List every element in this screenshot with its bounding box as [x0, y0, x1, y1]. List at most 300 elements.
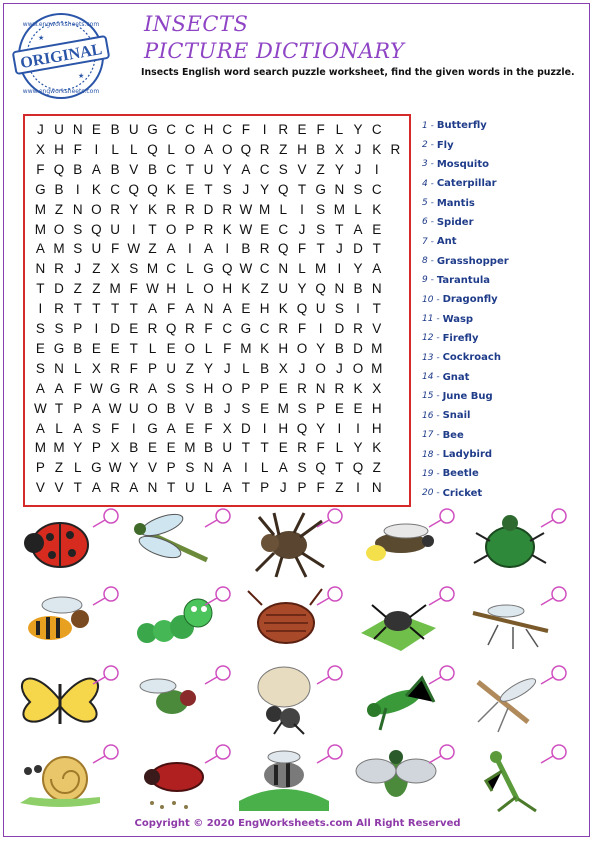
- grid-letter[interactable]: S: [278, 161, 288, 177]
- grid-letter[interactable]: E: [91, 340, 101, 356]
- grid-letter[interactable]: N: [54, 360, 64, 376]
- grid-letter[interactable]: H: [297, 141, 307, 157]
- grid-letter[interactable]: T: [129, 301, 138, 317]
- grid-letter[interactable]: I: [374, 161, 379, 177]
- grid-letter[interactable]: L: [279, 201, 288, 217]
- grid-letter[interactable]: M: [315, 261, 327, 277]
- grid-letter[interactable]: J: [74, 261, 82, 277]
- grid-letter[interactable]: K: [278, 301, 288, 317]
- grid-letter[interactable]: C: [222, 122, 233, 137]
- grid-letter[interactable]: X: [222, 420, 232, 436]
- grid-letter[interactable]: Q: [315, 281, 326, 297]
- grid-letter[interactable]: R: [110, 360, 120, 376]
- grid-letter[interactable]: F: [129, 281, 138, 297]
- grid-letter[interactable]: S: [316, 201, 326, 217]
- grid-letter[interactable]: O: [221, 141, 233, 157]
- grid-letter[interactable]: Z: [148, 241, 157, 257]
- grid-letter[interactable]: T: [73, 301, 82, 317]
- grid-letter[interactable]: G: [147, 122, 158, 137]
- grid-letter[interactable]: Q: [221, 261, 233, 277]
- grid-letter[interactable]: Y: [222, 161, 232, 177]
- grid-letter[interactable]: V: [129, 161, 139, 177]
- grid-letter[interactable]: Q: [91, 221, 102, 237]
- grid-letter[interactable]: O: [352, 360, 364, 376]
- grid-letter[interactable]: K: [372, 201, 382, 217]
- grid-letter[interactable]: P: [73, 321, 83, 336]
- grid-letter[interactable]: I: [94, 321, 99, 336]
- grid-letter[interactable]: A: [204, 241, 214, 257]
- grid-letter[interactable]: A: [353, 221, 363, 237]
- grid-letter[interactable]: T: [73, 480, 82, 496]
- grid-letter[interactable]: J: [354, 161, 362, 177]
- grid-letter[interactable]: Y: [129, 460, 139, 476]
- grid-letter[interactable]: P: [73, 400, 83, 416]
- grid-letter[interactable]: U: [54, 122, 64, 137]
- grid-letter[interactable]: T: [297, 181, 307, 197]
- grid-letter[interactable]: E: [185, 181, 195, 197]
- grid-letter[interactable]: F: [129, 360, 138, 376]
- grid-letter[interactable]: N: [72, 122, 83, 137]
- grid-letter[interactable]: R: [390, 141, 401, 157]
- grid-letter[interactable]: T: [372, 301, 381, 317]
- grid-letter[interactable]: N: [371, 480, 382, 496]
- grid-letter[interactable]: T: [372, 241, 381, 257]
- grid-letter[interactable]: R: [259, 141, 270, 157]
- grid-letter[interactable]: M: [34, 201, 46, 217]
- grid-letter[interactable]: T: [260, 440, 269, 456]
- grid-letter[interactable]: F: [204, 420, 213, 436]
- grid-letter[interactable]: T: [204, 181, 213, 197]
- grid-letter[interactable]: C: [259, 321, 270, 336]
- grid-letter[interactable]: A: [91, 161, 101, 177]
- grid-letter[interactable]: S: [73, 241, 83, 257]
- grid-letter[interactable]: Q: [128, 181, 140, 197]
- grid-letter[interactable]: U: [315, 301, 326, 317]
- grid-letter[interactable]: W: [108, 400, 122, 416]
- grid-letter[interactable]: A: [147, 301, 157, 317]
- grid-letter[interactable]: M: [240, 340, 252, 356]
- grid-letter[interactable]: A: [35, 420, 45, 436]
- grid-letter[interactable]: H: [222, 281, 233, 297]
- grid-letter[interactable]: I: [356, 480, 360, 496]
- grid-letter[interactable]: N: [278, 261, 289, 277]
- grid-letter[interactable]: R: [110, 480, 120, 496]
- grid-letter[interactable]: R: [54, 301, 64, 317]
- grid-letter[interactable]: O: [315, 360, 326, 376]
- grid-letter[interactable]: T: [185, 161, 194, 177]
- grid-letter[interactable]: R: [203, 221, 214, 237]
- grid-letter[interactable]: B: [204, 440, 214, 456]
- grid-letter[interactable]: A: [222, 301, 232, 317]
- grid-letter[interactable]: B: [110, 122, 120, 137]
- grid-letter[interactable]: M: [258, 201, 271, 217]
- grid-letter[interactable]: F: [204, 321, 213, 336]
- grid-letter[interactable]: B: [54, 181, 64, 197]
- grid-letter[interactable]: F: [316, 480, 325, 496]
- grid-letter[interactable]: M: [53, 241, 65, 257]
- grid-letter[interactable]: S: [241, 400, 251, 416]
- grid-letter[interactable]: L: [260, 460, 269, 476]
- grid-letter[interactable]: P: [241, 380, 251, 396]
- grid-letter[interactable]: J: [298, 360, 306, 376]
- grid-letter[interactable]: I: [337, 261, 342, 277]
- grid-letter[interactable]: B: [73, 161, 83, 177]
- grid-letter[interactable]: Q: [296, 420, 308, 436]
- grid-letter[interactable]: L: [335, 440, 344, 456]
- grid-letter[interactable]: O: [184, 340, 196, 356]
- grid-letter[interactable]: K: [222, 221, 232, 237]
- grid-letter[interactable]: H: [54, 141, 64, 157]
- grid-letter[interactable]: R: [334, 380, 345, 396]
- grid-letter[interactable]: Z: [185, 360, 194, 376]
- grid-letter[interactable]: A: [35, 380, 45, 396]
- grid-letter[interactable]: Q: [278, 241, 289, 257]
- grid-letter[interactable]: M: [34, 440, 46, 456]
- grid-letter[interactable]: Q: [147, 141, 158, 157]
- grid-letter[interactable]: T: [335, 460, 344, 476]
- grid-letter[interactable]: N: [371, 281, 382, 297]
- grid-letter[interactable]: H: [371, 400, 382, 416]
- grid-letter[interactable]: G: [109, 380, 121, 396]
- grid-letter[interactable]: Y: [334, 161, 344, 177]
- grid-letter[interactable]: B: [260, 360, 270, 376]
- grid-letter[interactable]: W: [90, 380, 103, 396]
- grid-letter[interactable]: Y: [316, 340, 326, 356]
- grid-letter[interactable]: P: [35, 460, 45, 476]
- grid-letter[interactable]: I: [131, 420, 136, 436]
- grid-letter[interactable]: Z: [260, 281, 269, 297]
- grid-letter[interactable]: X: [35, 141, 45, 157]
- grid-letter[interactable]: B: [129, 440, 139, 456]
- grid-letter[interactable]: J: [335, 360, 343, 376]
- grid-letter[interactable]: U: [166, 360, 177, 376]
- grid-letter[interactable]: L: [186, 261, 194, 277]
- grid-letter[interactable]: C: [371, 181, 382, 197]
- grid-letter[interactable]: T: [316, 241, 325, 257]
- grid-letter[interactable]: C: [166, 122, 177, 137]
- grid-letter[interactable]: I: [356, 301, 360, 317]
- grid-letter[interactable]: U: [110, 221, 120, 237]
- grid-letter[interactable]: U: [128, 400, 139, 416]
- grid-letter[interactable]: F: [297, 241, 307, 257]
- grid-letter[interactable]: C: [259, 261, 270, 277]
- grid-letter[interactable]: M: [277, 400, 289, 416]
- grid-letter[interactable]: F: [110, 241, 120, 257]
- grid-letter[interactable]: Z: [335, 480, 344, 496]
- grid-letter[interactable]: H: [203, 122, 214, 137]
- grid-letter[interactable]: X: [110, 261, 120, 277]
- grid-letter[interactable]: M: [184, 440, 196, 456]
- grid-letter[interactable]: J: [36, 122, 44, 137]
- grid-letter[interactable]: A: [73, 420, 83, 436]
- grid-letter[interactable]: E: [35, 340, 45, 356]
- grid-letter[interactable]: G: [35, 181, 46, 197]
- grid-letter[interactable]: Z: [54, 460, 64, 476]
- grid-letter[interactable]: A: [222, 480, 232, 496]
- grid-letter[interactable]: S: [129, 261, 139, 277]
- grid-letter[interactable]: C: [222, 321, 233, 336]
- grid-letter[interactable]: S: [185, 380, 195, 396]
- grid-letter[interactable]: M: [109, 281, 121, 297]
- grid-letter[interactable]: E: [147, 440, 157, 456]
- grid-letter[interactable]: X: [372, 380, 382, 396]
- grid-letter[interactable]: C: [184, 122, 195, 137]
- grid-letter[interactable]: T: [335, 221, 344, 237]
- grid-letter[interactable]: R: [184, 201, 195, 217]
- grid-letter[interactable]: F: [73, 141, 82, 157]
- grid-letter[interactable]: K: [372, 141, 382, 157]
- grid-letter[interactable]: A: [372, 261, 382, 277]
- grid-letter[interactable]: Q: [165, 321, 177, 336]
- grid-letter[interactable]: B: [241, 241, 251, 257]
- grid-letter[interactable]: L: [354, 201, 362, 217]
- grid-letter[interactable]: B: [147, 161, 157, 177]
- grid-letter[interactable]: M: [371, 360, 383, 376]
- grid-letter[interactable]: I: [38, 301, 43, 317]
- grid-letter[interactable]: W: [33, 400, 47, 416]
- grid-letter[interactable]: A: [166, 420, 176, 436]
- grid-letter[interactable]: Z: [54, 201, 64, 217]
- grid-letter[interactable]: S: [334, 301, 344, 317]
- grid-letter[interactable]: H: [278, 420, 289, 436]
- grid-letter[interactable]: K: [260, 340, 270, 356]
- grid-letter[interactable]: I: [94, 141, 99, 157]
- grid-letter[interactable]: M: [333, 201, 345, 217]
- grid-letter[interactable]: W: [108, 460, 122, 476]
- grid-letter[interactable]: P: [147, 360, 157, 376]
- grid-letter[interactable]: V: [372, 321, 382, 336]
- grid-letter[interactable]: Y: [353, 440, 363, 456]
- grid-letter[interactable]: Q: [296, 301, 308, 317]
- grid-letter[interactable]: R: [297, 440, 307, 456]
- grid-letter[interactable]: C: [259, 161, 270, 177]
- grid-letter[interactable]: T: [36, 281, 45, 297]
- grid-letter[interactable]: O: [53, 221, 65, 237]
- grid-letter[interactable]: I: [225, 241, 230, 257]
- grid-letter[interactable]: E: [260, 221, 270, 237]
- grid-letter[interactable]: L: [130, 141, 138, 157]
- grid-letter[interactable]: T: [148, 221, 157, 237]
- grid-letter[interactable]: L: [204, 340, 213, 356]
- grid-letter[interactable]: A: [241, 161, 251, 177]
- grid-letter[interactable]: T: [92, 301, 101, 317]
- grid-letter[interactable]: U: [222, 440, 233, 456]
- grid-letter[interactable]: A: [204, 141, 214, 157]
- grid-letter[interactable]: C: [278, 221, 289, 237]
- grid-letter[interactable]: C: [371, 122, 382, 137]
- grid-letter[interactable]: E: [334, 400, 344, 416]
- grid-letter[interactable]: K: [241, 281, 251, 297]
- grid-letter[interactable]: S: [222, 181, 232, 197]
- grid-letter[interactable]: A: [147, 380, 157, 396]
- grid-letter[interactable]: K: [91, 181, 101, 197]
- grid-letter[interactable]: Q: [147, 181, 158, 197]
- grid-letter[interactable]: I: [356, 420, 360, 436]
- grid-letter[interactable]: J: [223, 360, 231, 376]
- grid-letter[interactable]: A: [166, 241, 176, 257]
- grid-letter[interactable]: Y: [297, 281, 307, 297]
- grid-letter[interactable]: D: [54, 281, 64, 297]
- grid-letter[interactable]: F: [297, 321, 307, 336]
- grid-letter[interactable]: K: [147, 201, 157, 217]
- grid-letter[interactable]: A: [54, 380, 64, 396]
- grid-letter[interactable]: E: [166, 440, 176, 456]
- grid-letter[interactable]: A: [278, 460, 288, 476]
- grid-letter[interactable]: E: [129, 321, 139, 336]
- grid-letter[interactable]: M: [371, 340, 383, 356]
- grid-letter[interactable]: J: [223, 400, 231, 416]
- grid-letter[interactable]: U: [203, 161, 214, 177]
- grid-letter[interactable]: D: [353, 241, 363, 257]
- grid-letter[interactable]: P: [185, 221, 195, 237]
- grid-letter[interactable]: E: [372, 221, 382, 237]
- grid-letter[interactable]: A: [222, 460, 232, 476]
- grid-letter[interactable]: F: [316, 122, 325, 137]
- grid-letter[interactable]: J: [242, 181, 250, 197]
- grid-letter[interactable]: H: [259, 301, 270, 317]
- grid-letter[interactable]: I: [244, 460, 248, 476]
- grid-letter[interactable]: T: [129, 340, 138, 356]
- grid-letter[interactable]: V: [297, 161, 307, 177]
- grid-letter[interactable]: D: [334, 321, 345, 336]
- grid-letter[interactable]: I: [318, 321, 323, 336]
- grid-letter[interactable]: T: [167, 480, 176, 496]
- grid-letter[interactable]: P: [297, 480, 307, 496]
- grid-letter[interactable]: W: [239, 221, 253, 237]
- grid-letter[interactable]: E: [166, 340, 176, 356]
- grid-letter[interactable]: O: [91, 201, 102, 217]
- grid-letter[interactable]: S: [353, 181, 363, 197]
- grid-letter[interactable]: P: [260, 380, 270, 396]
- grid-letter[interactable]: E: [260, 400, 270, 416]
- grid-letter[interactable]: A: [185, 301, 195, 317]
- grid-letter[interactable]: I: [75, 181, 80, 197]
- grid-letter[interactable]: W: [239, 201, 253, 217]
- grid-letter[interactable]: T: [241, 440, 251, 456]
- grid-letter[interactable]: Z: [73, 281, 82, 297]
- grid-letter[interactable]: N: [203, 460, 214, 476]
- grid-letter[interactable]: W: [239, 261, 253, 277]
- grid-letter[interactable]: R: [259, 241, 270, 257]
- grid-letter[interactable]: B: [166, 400, 176, 416]
- grid-letter[interactable]: Y: [316, 420, 326, 436]
- grid-letter[interactable]: L: [335, 122, 344, 137]
- grid-letter[interactable]: E: [353, 400, 363, 416]
- grid-letter[interactable]: Y: [73, 440, 83, 456]
- grid-letter[interactable]: L: [111, 141, 119, 157]
- grid-letter[interactable]: U: [278, 281, 289, 297]
- grid-letter[interactable]: L: [148, 340, 157, 356]
- grid-letter[interactable]: I: [262, 122, 267, 137]
- grid-letter[interactable]: S: [35, 321, 45, 336]
- grid-letter[interactable]: R: [278, 321, 289, 336]
- grid-letter[interactable]: S: [35, 360, 45, 376]
- grid-letter[interactable]: L: [204, 480, 213, 496]
- grid-letter[interactable]: S: [73, 221, 83, 237]
- grid-letter[interactable]: B: [204, 400, 214, 416]
- grid-letter[interactable]: V: [35, 480, 45, 496]
- grid-letter[interactable]: A: [35, 241, 45, 257]
- grid-letter[interactable]: Q: [315, 460, 326, 476]
- grid-letter[interactable]: R: [297, 380, 307, 396]
- grid-letter[interactable]: S: [316, 221, 326, 237]
- grid-letter[interactable]: C: [166, 161, 177, 177]
- grid-letter[interactable]: L: [167, 141, 175, 157]
- grid-letter[interactable]: H: [278, 340, 289, 356]
- grid-letter[interactable]: I: [187, 241, 192, 257]
- grid-letter[interactable]: H: [203, 380, 214, 396]
- grid-letter[interactable]: P: [166, 460, 176, 476]
- grid-letter[interactable]: I: [262, 420, 267, 436]
- grid-letter[interactable]: E: [185, 420, 195, 436]
- grid-letter[interactable]: F: [223, 340, 232, 356]
- grid-letter[interactable]: Z: [316, 161, 325, 177]
- grid-letter[interactable]: Q: [240, 141, 252, 157]
- grid-letter[interactable]: H: [371, 420, 382, 436]
- grid-letter[interactable]: P: [91, 440, 101, 456]
- grid-letter[interactable]: Z: [92, 261, 101, 277]
- grid-letter[interactable]: B: [353, 281, 363, 297]
- grid-letter[interactable]: F: [167, 301, 176, 317]
- grid-letter[interactable]: E: [278, 380, 288, 396]
- grid-letter[interactable]: V: [185, 400, 195, 416]
- grid-letter[interactable]: J: [298, 221, 306, 237]
- grid-letter[interactable]: N: [334, 281, 345, 297]
- grid-letter[interactable]: R: [166, 201, 177, 217]
- grid-letter[interactable]: O: [221, 380, 233, 396]
- grid-letter[interactable]: X: [110, 440, 120, 456]
- grid-letter[interactable]: K: [353, 380, 363, 396]
- grid-letter[interactable]: X: [278, 360, 288, 376]
- grid-letter[interactable]: P: [260, 480, 270, 496]
- grid-letter[interactable]: E: [297, 122, 307, 137]
- grid-letter[interactable]: R: [184, 321, 195, 336]
- grid-letter[interactable]: D: [353, 340, 363, 356]
- grid-letter[interactable]: N: [315, 380, 326, 396]
- grid-letter[interactable]: Y: [260, 181, 270, 197]
- grid-letter[interactable]: B: [110, 161, 120, 177]
- grid-letter[interactable]: R: [128, 380, 139, 396]
- grid-letter[interactable]: R: [278, 122, 289, 137]
- grid-letter[interactable]: U: [91, 241, 102, 257]
- grid-letter[interactable]: R: [353, 321, 363, 336]
- grid-letter[interactable]: G: [53, 340, 65, 356]
- grid-letter[interactable]: M: [34, 221, 46, 237]
- grid-letter[interactable]: G: [315, 181, 326, 197]
- grid-letter[interactable]: D: [241, 420, 251, 436]
- grid-letter[interactable]: Q: [352, 460, 364, 476]
- grid-letter[interactable]: F: [316, 440, 325, 456]
- grid-letter[interactable]: N: [334, 181, 345, 197]
- grid-letter[interactable]: G: [240, 321, 252, 336]
- grid-letter[interactable]: A: [129, 480, 139, 496]
- grid-letter[interactable]: I: [300, 201, 304, 217]
- grid-letter[interactable]: E: [278, 440, 288, 456]
- grid-letter[interactable]: B: [316, 141, 326, 157]
- grid-letter[interactable]: M: [146, 261, 159, 277]
- grid-letter[interactable]: I: [337, 420, 342, 436]
- grid-letter[interactable]: D: [203, 201, 214, 217]
- grid-letter[interactable]: F: [73, 380, 82, 396]
- grid-letter[interactable]: L: [186, 281, 194, 297]
- grid-letter[interactable]: S: [185, 460, 195, 476]
- grid-letter[interactable]: S: [166, 380, 176, 396]
- grid-letter[interactable]: E: [241, 301, 251, 317]
- grid-letter[interactable]: Z: [372, 460, 381, 476]
- grid-letter[interactable]: G: [147, 420, 158, 436]
- grid-letter[interactable]: F: [110, 420, 120, 436]
- grid-letter[interactable]: S: [91, 420, 101, 436]
